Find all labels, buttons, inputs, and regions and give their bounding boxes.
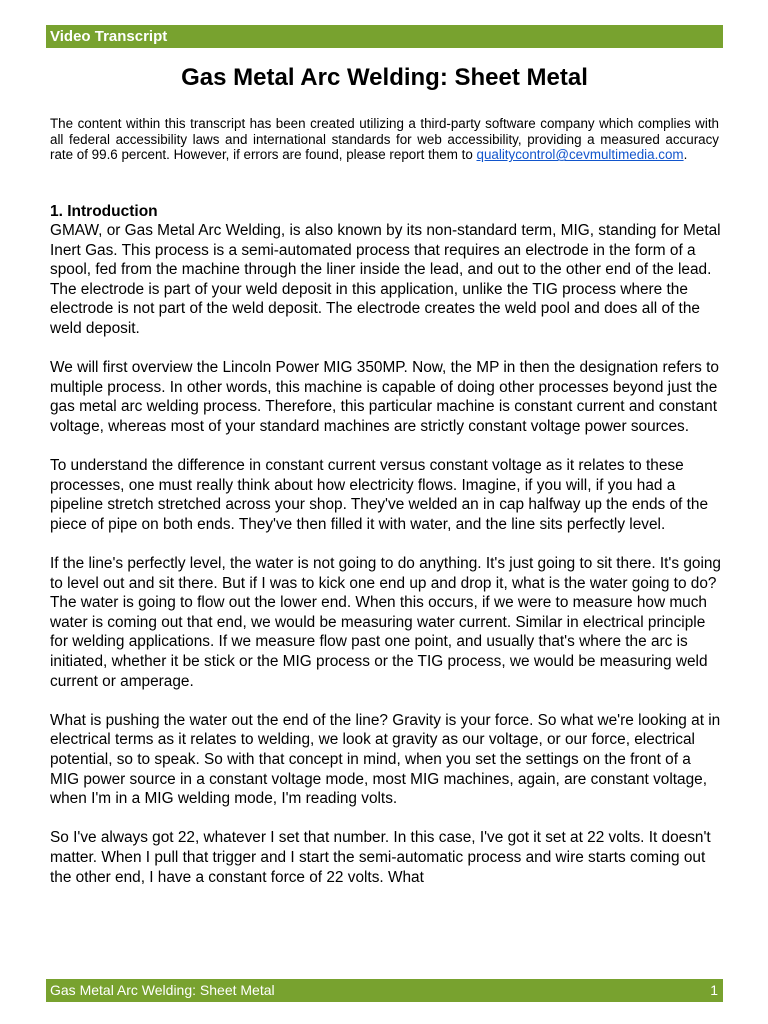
transcript-body: [50, 221, 722, 907]
paragraph: To understand the difference in constant current versus constant voltage as it relates to these processes, one must really think about how electricity flows. Imagine, if you will, if you had a pipeline stretch stretched across your shop. They've welded an in cap halfway up the ends of the piece of pipe on both ends. They've then filled it with water, and the line sits perfectly level.: [50, 457, 709, 533]
footer-bar: [46, 979, 723, 1002]
page-number: 1: [710, 982, 718, 998]
section-heading: 1. Introduction: [50, 203, 158, 220]
paragraph: What is pushing the water out the end of the line? Gravity is your force. So what we're looking at in electrical terms as it relates to welding, we look at gravity as our voltage, or our force, electrical potential, so to speak. So with that concept in mind, when you set the settings on the front of a MIG power source in a constant voltage mode, most MIG machines, again, are constant voltage, when I'm in a MIG welding mode, I'm reading volts.: [50, 711, 721, 808]
disclaimer-text: The content within this transcript has been created utilizing a third-party software company which complies with all federal accessibility laws and international standards for web accessibility, providing a measured accuracy rate of 99.6 percent. However, if errors are found, please report them to: [50, 116, 719, 163]
paragraph: GMAW, or Gas Metal Arc Welding, is also known by its non-standard term, MIG, standing for Metal Inert Gas. This process is a semi-automated process that requires an electrode in the form of a spool, fed from the machine through the liner inside the lead, and out to the other end of the lead. The electrode is part of your weld deposit in this application, unlike the TIG process where the electrode is not part of the weld deposit. The electrode creates the weld pool and does all of the weld deposit.: [50, 222, 721, 337]
paragraph: So I've always got 22, whatever I set that number. In this case, I've got it set at 22 volts. It doesn't matter. When I pull that trigger and I start the semi-automatic process and wire starts coming out the other end, I have a constant force of 22 volts. What: [50, 829, 711, 886]
paragraph: We will first overview the Lincoln Power MIG 350MP. Now, the MP in then the designation refers to multiple process. In other words, this machine is capable of doing other processes beyond just the gas metal arc welding process. Therefore, this particular machine is constant current and constant voltage, whereas most of your standard machines are strictly constant voltage power sources.: [50, 359, 719, 435]
footer-title: Gas Metal Arc Welding: Sheet Metal: [50, 982, 275, 998]
page-title: Gas Metal Arc Welding: Sheet Metal: [181, 64, 588, 91]
disclaimer-end: .: [683, 147, 688, 163]
paragraph: If the line's perfectly level, the water is not going to do anything. It's just going to sit there. It's going to level out and sit there. But if I was to kick one end up and drop it, what is the water going to do? The water is going to flow out the lower end. When this occurs, if we were to measure how much water is coming out that end, we would be measuring water current. Similar in electrical principle for welding applications. If we measure flow past one point, and usually that's where the arc is initiated, whether it be stick or the MIG process or the TIG process, we would be measuring weld current or amperage.: [50, 555, 721, 690]
header-label: Video Transcript: [50, 28, 168, 45]
contact-email-link[interactable]: qualitycontrol@cevmultimedia.com: [476, 147, 684, 163]
